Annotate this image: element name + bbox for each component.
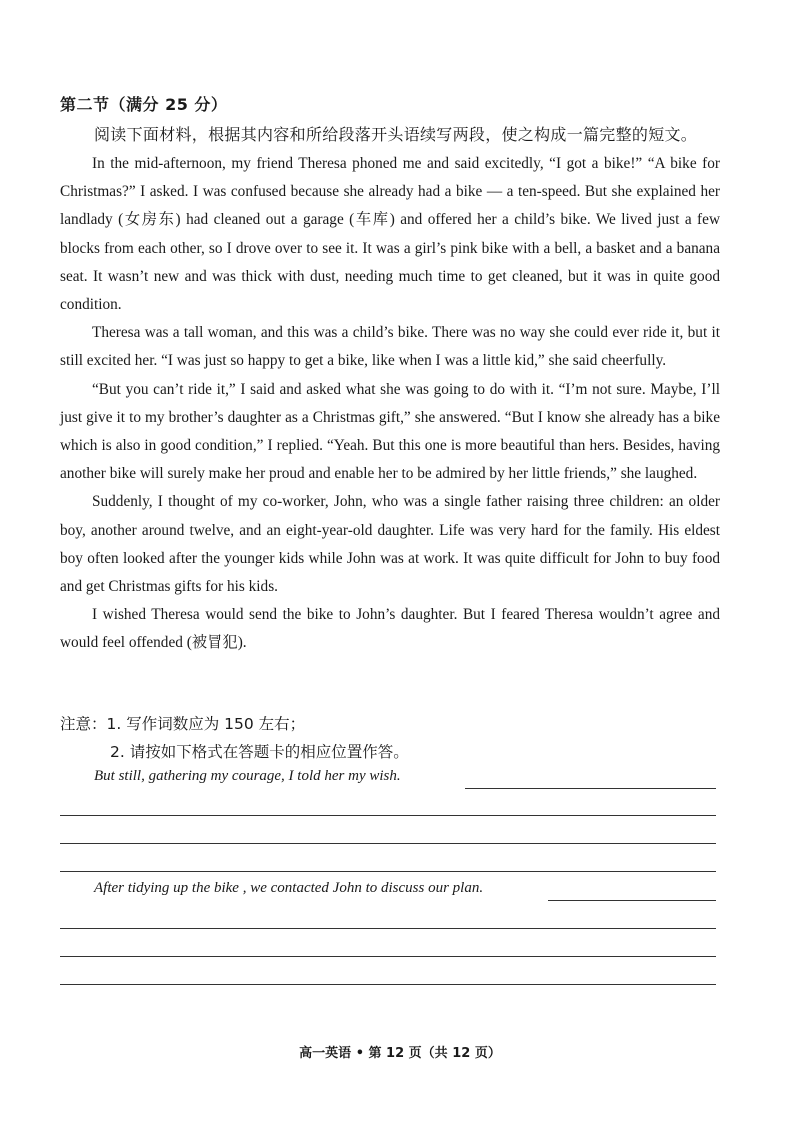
continuation-prompt-2: After tidying up the bike , we contacted John to discuss our plan.	[94, 880, 484, 896]
passage-paragraph-5: I wished Theresa would send the bike to John’s daughter. But I feared Theresa wouldn’t agree and would feel offended (被冒犯).	[60, 606, 720, 652]
note-row-1	[60, 710, 409, 738]
page-footer: 高一英语 • 第 12 页（共 12 页）	[299, 1046, 501, 1061]
note-item-1: 1. 写作词数应为 150 左右；	[106, 715, 306, 733]
answer-line[interactable]	[60, 843, 716, 844]
passage-paragraph-4: Suddenly, I thought of my co-worker, John, who was a single father raising three children: an older boy, another around twelve, and an eight-year-old daughter. Life was very hard for the family. His eldest boy often looked after the younger kids while John was at work. It was quite difficult for John to buy food and get Christmas gifts for his kids.	[60, 493, 720, 596]
answer-line-inline-1[interactable]	[465, 788, 716, 789]
section-title: 第二节（满分 25 分）	[60, 95, 228, 114]
answer-line[interactable]	[60, 956, 716, 957]
passage-paragraph-1: In the mid-afternoon, my friend Theresa phoned me and said excitedly, “I got a bike!” “A bike for Christmas?” I asked. I was confused because she already had a bike — a ten-speed. But she explained her landlady (女房东) had cleaned out a garage (车库) and offered her a child’s bike. We lived just a few blocks from each other, so I drove over to see it. It was a girl’s pink bike with a bell, a basket and a banana seat. It wasn’t new and was thick with dust, needing much time to get cleaned, but it was in quite good condition.	[60, 155, 720, 314]
note-item-2: 2. 请按如下格式在答题卡的相应位置作答。	[110, 743, 409, 761]
answer-line[interactable]	[60, 928, 716, 929]
continuation-prompt-1: But still, gathering my courage, I told her my wish.	[94, 768, 401, 784]
notes-block	[60, 710, 409, 766]
reading-passage	[60, 150, 720, 658]
answer-line[interactable]	[60, 984, 716, 985]
notes-label: 注意：	[60, 715, 107, 733]
answer-line[interactable]	[60, 871, 716, 872]
answer-line[interactable]	[60, 815, 716, 816]
task-instruction: 阅读下面材料，根据其内容和所给段落开头语续写两段，使之构成一篇完整的短文。	[94, 125, 698, 144]
passage-paragraph-2: Theresa was a tall woman, and this was a child’s bike. There was no way she could ever ride it, but it still excited her. “I was just so happy to get a bike, like when I was a little kid,” she said cheerfully.	[60, 324, 720, 370]
passage-paragraph-3: “But you can’t ride it,” I said and asked what she was going to do with it. “I’m not sure. Maybe, I’ll just give it to my brother’s daughter as a Christmas gift,” she answered. “But I know she already has a bike which is also in good condition,” I replied. “Yeah. But this one is more beautiful than hers. Besides, having another bike will surely make her proud and enable her to be admired by her little friends,” she laughed.	[60, 380, 720, 483]
answer-line-inline-2[interactable]	[548, 900, 716, 901]
